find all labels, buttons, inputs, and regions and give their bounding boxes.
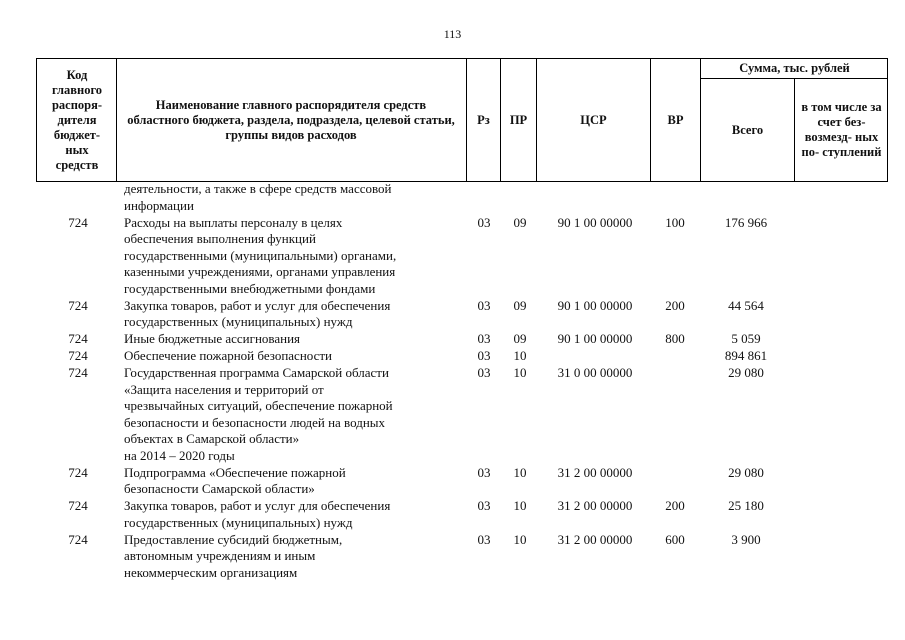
cell-code: 724	[68, 531, 88, 547]
cell-name: деятельности, а также в сфере средств массовой информации	[124, 181, 392, 213]
cell-vr: 100	[665, 214, 685, 230]
cell-name: Предоставление субсидий бюджетным, автономным учреждениям и иным некоммерческим организациям	[124, 531, 343, 580]
cell-csr: 90 1 00 00000	[557, 214, 633, 230]
cell-csr: 90 1 00 00000	[557, 297, 633, 313]
cell-pr: 09	[513, 214, 527, 230]
cell-pr: 09	[513, 331, 527, 346]
cell-code: 724	[68, 464, 88, 480]
cell-csr: 31 2 00 00000	[557, 464, 633, 480]
cell-code: 724	[68, 331, 88, 346]
cell-rz: 03	[477, 498, 491, 513]
cell-sum: 29 080	[728, 365, 764, 380]
cell-name: Расходы на выплаты персоналу в целях обеспечения выполнения функций государственными (муниципальными) органами, казенными учреждениями, органами управления государственными внебюджетными фондами	[124, 214, 397, 296]
cell-pr: 10	[513, 531, 527, 547]
header-rz: Рз	[477, 112, 490, 127]
cell-code: 724	[68, 297, 88, 313]
cell-sum: 3 900	[731, 531, 761, 547]
cell-name: Обеспечение пожарной безопасности	[124, 348, 333, 363]
cell-pr: 10	[513, 498, 527, 513]
cell-name: Подпрограмма «Обеспечение пожарной безопасности Самарской области»	[124, 464, 346, 496]
cell-name: Закупка товаров, работ и услуг для обеспечения государственных (муниципальных) нужд	[124, 498, 391, 530]
cell-rz: 03	[477, 297, 491, 313]
cell-rz: 03	[477, 348, 491, 363]
cell-code: 724	[68, 214, 88, 230]
cell-rz: 03	[477, 365, 491, 380]
cell-rz: 03	[477, 464, 491, 480]
cell-csr: 90 1 00 00000	[557, 331, 633, 346]
cell-csr: 31 2 00 00000	[557, 498, 633, 513]
cell-name: Закупка товаров, работ и услуг для обеспечения государственных (муниципальных) нужд	[124, 297, 391, 329]
cell-vr: 600	[665, 531, 685, 547]
cell-vr: 200	[665, 498, 685, 513]
cell-rz: 03	[477, 214, 491, 230]
header-total: Всего	[731, 122, 764, 137]
cell-rz: 03	[477, 331, 491, 346]
header-incl: в том числе за счет без- возмезд- ных по- ступлений	[801, 100, 882, 159]
cell-vr: 200	[665, 297, 685, 313]
cell-code: 724	[68, 348, 88, 363]
cell-pr: 10	[513, 464, 527, 480]
cell-csr: 31 0 00 00000	[557, 365, 633, 380]
cell-sum: 25 180	[728, 498, 764, 513]
cell-sum: 29 080	[728, 464, 764, 480]
header-code: Код главного распоря- дителя бюджет- ных средств	[51, 67, 103, 172]
header-divider	[116, 58, 117, 182]
cell-vr: 800	[665, 331, 685, 346]
header-vr: ВР	[667, 112, 684, 127]
cell-name: Иные бюджетные ассигнования	[124, 331, 301, 346]
cell-sum: 176 966	[724, 214, 768, 230]
cell-sum: 894 861	[724, 348, 768, 363]
cell-rz: 03	[477, 531, 491, 547]
header-sum: Сумма, тыс. рублей	[739, 61, 850, 75]
cell-code: 724	[68, 365, 88, 380]
header-csr: ЦСР	[580, 112, 607, 127]
header-pr: ПР	[509, 112, 528, 127]
page-number: 113	[443, 27, 462, 41]
cell-sum: 44 564	[728, 297, 764, 313]
cell-pr: 10	[513, 348, 527, 363]
cell-name: Государственная программа Самарской области «Защита населения и территорий от чрезвычайных ситуаций, обеспечение пожарной безопасности и безопасности людей на водных объектах в Самарской области» на 2014 – 2020 годы	[124, 365, 393, 463]
cell-code: 724	[68, 498, 88, 513]
cell-pr: 09	[513, 297, 527, 313]
cell-csr: 31 2 00 00000	[557, 531, 633, 547]
cell-pr: 10	[513, 365, 527, 380]
header-name: Наименование главного распорядителя средств областного бюджета, раздела, подраздела, целевой статьи, группы видов расходов	[127, 97, 455, 142]
cell-sum: 5 059	[731, 331, 761, 346]
